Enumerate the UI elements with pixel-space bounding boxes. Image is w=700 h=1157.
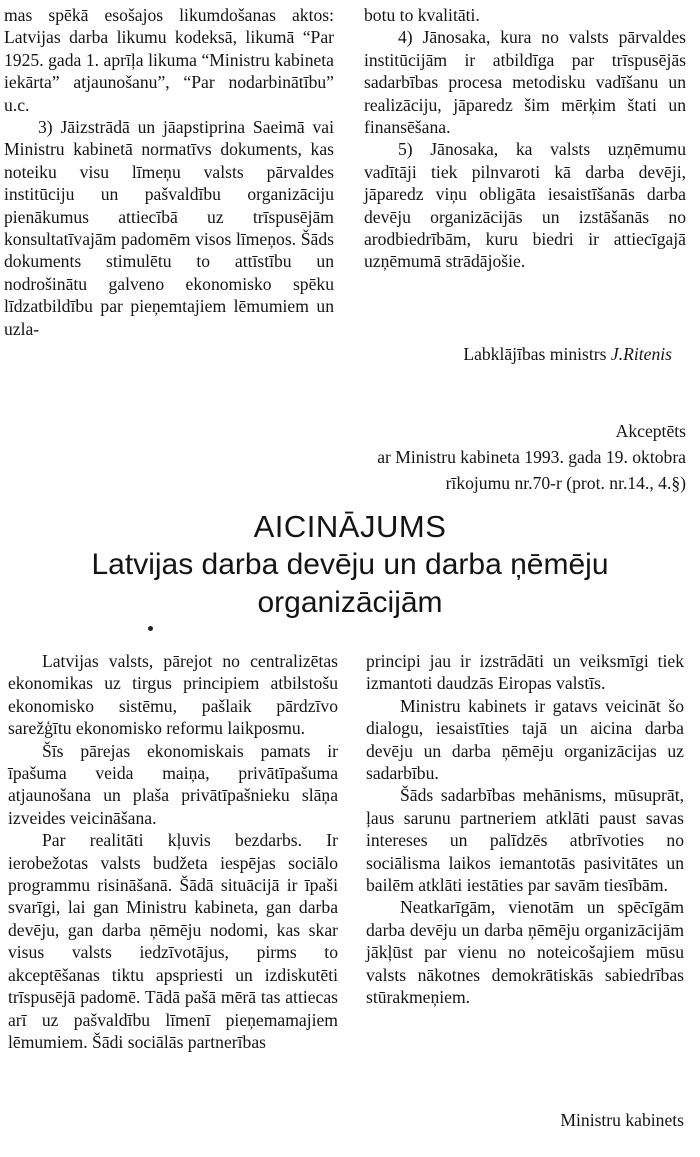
headline — [0, 508, 700, 622]
paragraph: Ministru kabinets ir gatavs veicināt šo dialogu, iesaistīties tajā un aicina darba devēju un darba ņēmēju organizācijas uz sadarbību. — [366, 695, 684, 784]
cabinet-signature: Ministru kabinets — [560, 1110, 684, 1130]
acceptance-note — [166, 418, 686, 496]
paragraph: 5) Jānosaka, ka valsts uzņēmumu vadītāji tiek pilnvaroti kā darba devēji, jāparedz viņu obligāta iesaistīšanās darba devēju organizācijās un izstāšanās no arodbiedrībām, kuru biedri ir attiecīgajā uzņēmumā strādājošie. — [364, 139, 686, 272]
headline-subtitle: Latvijas darba devēju un darba ņēmēju — [91, 548, 609, 581]
acceptance-line: rīkojumu nr.70-r (prot. nr.14., 4.§) — [445, 473, 686, 493]
paragraph: botu to kvalitāti. — [364, 5, 480, 25]
top-left-column — [4, 4, 334, 340]
paragraph: Par realitāti kļuvis bezdarbs. Ir ierobežotas valsts budžeta iespējas sociālo programmu risināšanā. Šādā situācijā ir īpaši svarīgi, lai gan Ministru kabineta, gan darba devēju, gan darba ņēmēju nodomi, kas skar visus valsts iedzīvotājus, pirms to akceptēšanas tiktu apspriesti un izdiskutēti trīspusējā padomē. Tādā pašā mērā tas attiecas arī uz pašvaldību līmenī pieņemamajiem lēmumiem. Šādi sociālās partnerības — [8, 830, 338, 1052]
paragraph: principi jau ir izstrādāti un veiksmīgi tiek izmantoti daudzās Eiropas valstīs. — [366, 651, 684, 694]
minister-title: Labklājības ministrs — [463, 344, 607, 364]
minister-name: J.Ritenis — [610, 344, 672, 364]
paragraph: Latvijas valsts, pārejot no centralizētas ekonomikas uz tirgus principiem atbilstošu ekonomisko sistēmu, pašlaik pārdzīvo sarežģītu ekonomisko reformu laikposmu. — [8, 651, 338, 739]
paragraph: Šīs pārejas ekonomiskais pamats ir īpašuma veida maiņa, privātīpašuma atjaunošana un plaša privātīpašnieku slāņa izveides veicināšana. — [8, 740, 338, 828]
paragraph: 4) Jānosaka, kura no valsts pārvaldes institūcijām ir atbildīga par trīspusējās sadarbības procesa metodisku vadīšanu un realizāciju, jāparedz šim mērķim štati un finansēšana. — [364, 27, 686, 138]
top-right-column — [364, 4, 686, 273]
headline-title: AICINĀJUMS — [253, 509, 447, 544]
paragraph: mas spēkā esošajos likumdošanas aktos: Latvijas darba likumu kodeksā, likumā “Par 1925. gada 1. aprīļa likuma “Ministru kabineta iekārta” atjaunošanu”, “Par nodarbinātību” u.c. — [4, 5, 334, 115]
paragraph: 3) Jāizstrādā un jāapstiprina Saeimā vai Ministru kabinetā normatīvs dokuments, kas noteiku visu līmeņu valsts pārvaldes institūciju un pašvaldību organizāciju pienākumus attiecībā uz trīspusējām konsultatīvajām padomēm visos līmeņos. Šāds dokuments stimulētu to attīstību un nodrošinātu galveno ekonomisko spēku līdzatbildību par pieņemtajiem lēmumiem un uzla- — [4, 117, 334, 339]
bottom-right-column — [366, 650, 684, 1009]
bottom-left-column — [8, 650, 338, 1053]
headline-subtitle: organizācijām — [257, 586, 443, 619]
acceptance-line: Akceptēts — [615, 421, 686, 441]
minister-signature — [463, 344, 672, 365]
paragraph: Šāds sadarbības mehānisms, mūsuprāt, ļaus sarunu partneriem atklāti paust savas intereses un palīdzēs atbrīvoties no sociālisma laikos iemantotās pasivitātes un bailēm atklāti iestāties par savām tiesībām. — [366, 785, 684, 896]
paragraph: Neatkarīgām, vienotām un spēcīgām darba devēju un darba ņēmēju organizācijām jākļūst par vienu no noteicošajiem mūsu valsts nākotnes demokrātiskās sabiedrības stūrakmeņiem. — [366, 897, 684, 1008]
print-dot — [148, 626, 153, 631]
acceptance-line: ar Ministru kabineta 1993. gada 19. oktobra — [377, 447, 686, 467]
